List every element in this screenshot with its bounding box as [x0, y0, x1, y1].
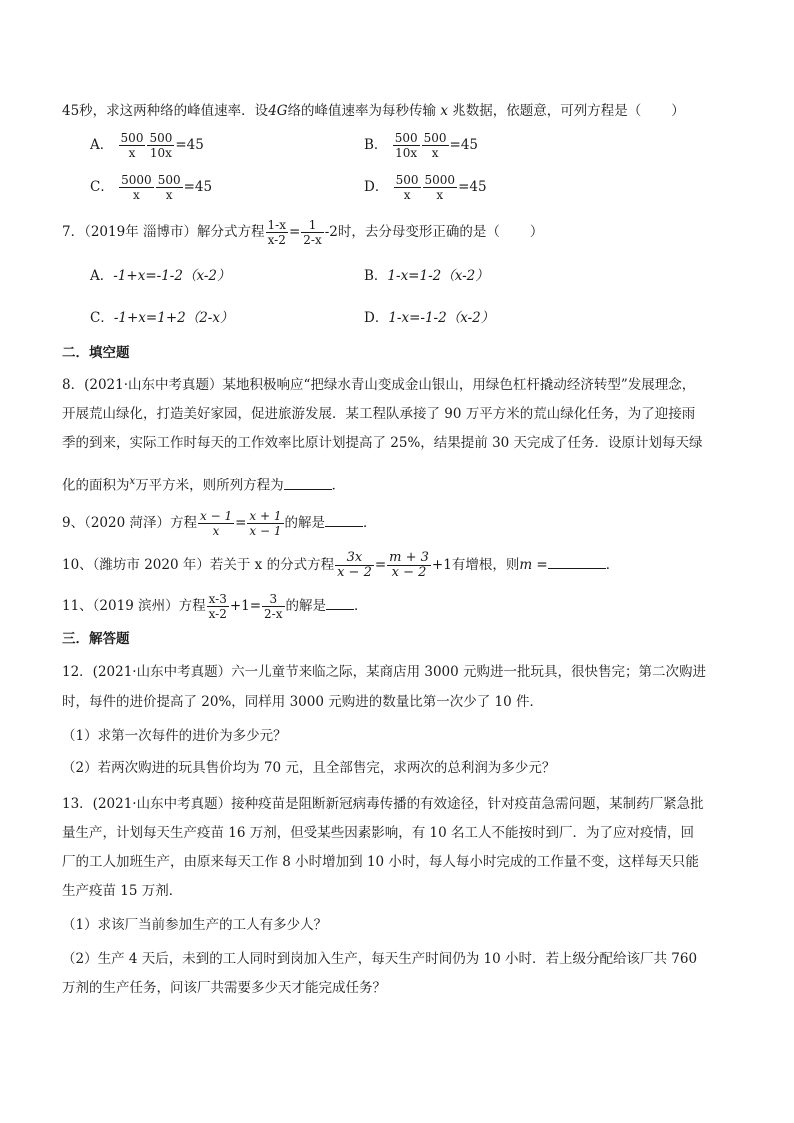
q12-sub-1: （1）求第一次每件的进价为多少元？ [62, 728, 287, 744]
fraction: $\frac{3}{2-x}$ [264, 592, 283, 621]
q8-text-b: 万平方米，则所列方程为 [135, 477, 284, 494]
q8-line-3: 季的到来，实际工作时每天的工作效率比原计划提高了 25%，结果提前 30 天完成了任务．设原计划每天绿 [62, 435, 703, 451]
q8-line-1: 8．(2021·山东中考真题）某地积极响应“把绿水青山变成金山银山，用绿色杠杆撬动经济转型”发展理念， [62, 377, 696, 393]
plus-one-equals: +1= [229, 598, 262, 614]
q13-line-2: 量生产，计划每天生产疫苗 16 万剂，但受某些因素影响，有 10 名工人不能按时到厂．为了应对疫情，回 [62, 825, 695, 841]
fraction: $\frac{1-x}{x-2}$ [267, 218, 286, 247]
equals: = [235, 515, 247, 531]
q7-option-d[interactable] [364, 308, 494, 328]
q13-sub-2-line-1: （2）生产 4 天后，未到的工人同时到岗加入生产，每天生产时间仍为 10 小时．若上级分配给该厂共 760 [62, 951, 698, 967]
q8-line-2: 开展荒山绿化，打造美好家园，促进旅游发展．某工程队承接了 90 万平方米的荒山绿化任务，为了迎接雨 [62, 406, 696, 422]
q8-line-4 [62, 472, 345, 496]
q7-option-b[interactable] [364, 266, 489, 286]
option-label: D． [364, 310, 389, 326]
equals: = [288, 224, 301, 240]
q6-option-b[interactable] [364, 131, 478, 160]
fraction: $\frac{x-3}{x-2}$ [208, 592, 227, 621]
fraction: $\frac{m + 3}{x - 2}$ [389, 550, 429, 580]
fraction: $\frac{500}{10x}$ [149, 131, 173, 160]
option-text: 1-x=1-2（x-2） [387, 268, 489, 284]
fraction: $\frac{3x}{x - 2}$ [337, 550, 372, 580]
option-label: C． [90, 310, 114, 326]
q6-text-c: 兆数据，依题意，可列方程是（ [452, 103, 642, 119]
q8-var-x: x [129, 476, 136, 487]
q8-end: ． [331, 477, 346, 494]
answer-blank[interactable] [284, 475, 332, 490]
answer-blank[interactable] [548, 554, 606, 569]
fraction: $\frac{500}{x}$ [157, 173, 181, 202]
plus-one: +1 [431, 557, 452, 573]
fraction: $\frac{500}{x}$ [423, 131, 447, 160]
q13-line-3: 厂的工人加班生产，由原来每天工作 8 小时增加到 10 小时，每人每小时完成的工作量不变，这样每天只能 [62, 854, 699, 870]
q13-sub-1: （1）求该厂当前参加生产的工人有多少人？ [62, 917, 328, 933]
q13-line-4: 生产疫苗 15 万剂． [62, 883, 183, 899]
fraction: $\frac{5000}{x}$ [424, 173, 456, 202]
q6-var-x: x [440, 103, 448, 119]
q6-text-b: 络的峰值速率为每秒传输 [287, 103, 437, 119]
equals: = [374, 557, 387, 573]
option-text: -1+x=-1-2（x-2） [113, 268, 231, 284]
option-label: A． [90, 268, 114, 284]
q9-prefix: 9、（2020 菏泽）方程 [62, 515, 197, 531]
q10-suffix: 有增根，则 [451, 557, 520, 573]
fraction: $\frac{5000}{x}$ [121, 173, 152, 202]
q7-option-c[interactable] [90, 308, 234, 328]
q9-end: ． [363, 515, 377, 531]
fraction: $\frac{1}{2-x}$ [303, 218, 322, 247]
q12-line-2: 时，每件的进价提高了 20%，同样用 3000 元购进的数量比第一次少了 10 件． [62, 694, 543, 710]
q7-suffix: -2时，去分母变形正确的是（ [324, 224, 500, 240]
q7-stem [62, 218, 543, 247]
q10-prefix: 10、（潍坊市 2020 年）若关于 x 的分式方程 [62, 557, 335, 573]
q6-text-d: ） [671, 103, 685, 119]
q7-option-a[interactable] [90, 266, 230, 286]
fraction: $\frac{x - 1}{x}$ [200, 509, 233, 538]
q10-end: ． [605, 557, 620, 573]
q13-sub-2-line-2: 万剂的生产任务，问该厂共需要多少天才能完成任务？ [62, 980, 386, 996]
option-label: B． [364, 268, 388, 284]
q10-stem [62, 551, 619, 580]
answer-blank[interactable] [326, 595, 354, 610]
option-label: B． [364, 137, 388, 153]
q9-suffix: 的解是 [284, 515, 325, 531]
option-rhs: =45 [458, 179, 487, 195]
q6-var-4g: 4G [268, 103, 288, 119]
q6-stem [62, 101, 685, 121]
option-text: 1-x=-1-2（x-2） [388, 310, 495, 326]
q6-option-d[interactable] [364, 173, 487, 202]
fraction: $\frac{500}{x}$ [120, 131, 144, 160]
q6-option-c[interactable] [90, 173, 212, 202]
q9-stem [62, 509, 377, 538]
fraction: $\frac{x + 1}{x - 1}$ [249, 509, 282, 538]
section-fill-in-heading: 二．填空题 [62, 345, 130, 361]
q11-stem [62, 592, 368, 621]
q13-line-1: 13．(2021·山东中考真题）接种疫苗是阻断新冠病毒传播的有效途径，针对疫苗急需问题，某制药厂紧急批 [62, 796, 704, 812]
q7-close: ） [529, 224, 544, 240]
option-text: -1+x=1+2（2-x） [113, 310, 234, 326]
q6-text-a: 45秒，求这两种络的峰值速率．设 [62, 103, 269, 119]
option-label: C． [90, 179, 114, 195]
q11-end: ． [354, 598, 368, 614]
section-answer-heading: 三．解答题 [62, 631, 130, 647]
answer-blank[interactable] [325, 512, 363, 527]
fraction: $\frac{500}{x}$ [395, 173, 419, 202]
q11-prefix: 11、（2019 滨州）方程 [62, 598, 206, 614]
m-equals: m = [519, 557, 548, 573]
q6-option-a[interactable] [90, 131, 204, 160]
option-rhs: =45 [449, 137, 479, 153]
fraction: $\frac{500}{10x}$ [394, 131, 418, 160]
q11-suffix: 的解是 [285, 598, 327, 614]
option-label: D． [364, 179, 389, 195]
q12-line-1: 12．(2021·山东中考真题）六一儿童节来临之际，某商店用 3000 元购进一批玩具，很快售完；第二次购进 [62, 664, 707, 680]
q7-prefix: 7．（2019年 淄博市）解分式方程 [62, 224, 265, 240]
q8-text-a: 化的面积为 [62, 477, 130, 494]
option-label: A． [90, 137, 114, 153]
q12-sub-2: （2）若两次购进的玩具售价均为 70 元，且全部售完，求两次的总利润为多少元？ [62, 760, 556, 776]
option-rhs: =45 [183, 179, 213, 195]
option-rhs: =45 [175, 137, 204, 153]
